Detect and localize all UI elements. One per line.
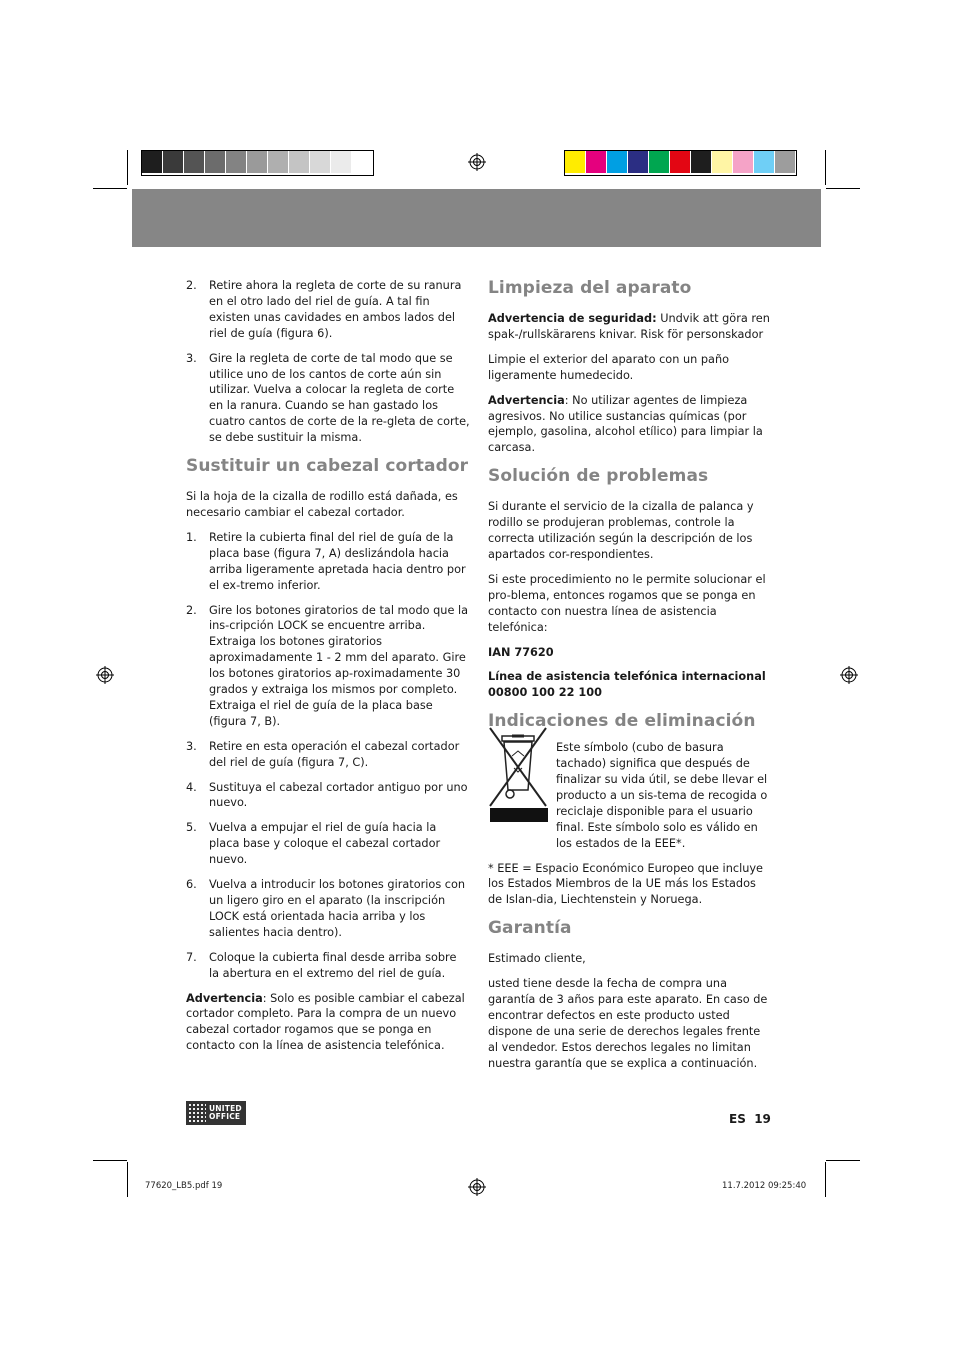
- registration-mark-icon: [840, 666, 858, 684]
- color-swatch: [268, 151, 289, 173]
- color-swatch: [733, 151, 754, 173]
- crop-mark: [825, 150, 826, 185]
- color-swatch: [310, 151, 331, 173]
- list-item: 5. Vuelva a empujar el riel de guía hacia la placa base y coloque el cabezal cortador nuevo.: [186, 821, 441, 867]
- warning-paragraph: Advertencia: No utilizar agentes de limpieza agresivos. No utilice sustancias químicas (por ejemplo, gasolina, alcohol etílico) para limpiar la carcasa.: [488, 393, 763, 455]
- paragraph: Si este procedimiento no le permite solucionar el pro-blema, entonces rogamos que se ponga en contacto con nuestra línea de asistencia telefónica:: [488, 572, 766, 634]
- color-swatch: [775, 151, 796, 173]
- paragraph: usted tiene desde la fecha de compra una garantía de 3 años para este aparato. En caso de encontrar defectos en este producto usted dispone de una serie de derechos legales frente al vendedor. Estos derechos legales no limitan nuestra garantía que se explica a continuación.: [488, 977, 768, 1070]
- heading-limpieza: Limpieza del aparato: [488, 278, 692, 298]
- header-bar: [132, 189, 821, 247]
- slug-timestamp: 11.7.2012 09:25:40: [722, 1181, 807, 1191]
- heading-garantia: Garantía: [488, 918, 572, 939]
- color-swatch: [754, 151, 775, 173]
- steps-top: [186, 278, 470, 446]
- color-swatch: [586, 151, 607, 173]
- list-item: 4. Sustituya el cabezal cortador antiguo por uno nuevo.: [186, 780, 468, 810]
- paragraph: Limpie el exterior del aparato con un paño ligeramente humedecido.: [488, 352, 730, 382]
- list-item: 3. Gire la regleta de corte de tal modo que se utilice uno de los cantos de corte aún sin utilizar. Vuelva a colocar la regleta de corte en la ranura. Cuando se han gastado los cuatro cantos de corte de la re-gleta de corte, se debe sustituir la misma.: [186, 351, 470, 445]
- crossed-bin-icon: [488, 724, 548, 824]
- paragraph: Estimado cliente,: [488, 952, 586, 966]
- left-column: [186, 278, 470, 1063]
- grayscale-color-bar: [141, 150, 374, 176]
- color-swatch: [712, 151, 733, 173]
- color-swatch: [226, 151, 247, 173]
- registration-mark-icon: [468, 1178, 486, 1196]
- color-swatch: [565, 151, 586, 173]
- crop-mark: [127, 150, 128, 185]
- paragraph-eee: * EEE = Espacio Económico Europeo que incluye los Estados Miembros de la UE más los Estados de Islan-dia, Liechtenstein y Noruega.: [488, 861, 764, 907]
- crop-mark: [826, 1160, 860, 1161]
- list-item: 3. Retire en esta operación el cabezal cortador del riel de guía (figura 7, C).: [186, 739, 460, 769]
- color-swatch: [331, 151, 352, 173]
- hotline: Línea de asistencia telefónica internacional 00800 100 22 100: [488, 670, 766, 700]
- heading-solucion: Solución de problemas: [488, 466, 709, 487]
- ian-number: IAN 77620: [488, 645, 554, 659]
- warning-paragraph: Advertencia: Solo es posible cambiar el cabezal cortador completo. Para la compra de un nuevo cabezal cortador rogamos que se ponga en contacto con la línea de asistencia telefónica.: [186, 991, 465, 1053]
- color-swatch: [205, 151, 226, 173]
- list-item: 2. Retire ahora la regleta de corte de su ranura en el otro lado del riel de guía. A tal fin existen unas cavidades en ambos lados del riel de guía (figura 6).: [186, 279, 462, 340]
- crop-mark: [93, 1160, 127, 1161]
- heading-eliminacion: Indicaciones de eliminación: [488, 711, 756, 732]
- steps-cabezal: [186, 530, 470, 982]
- united-office-logo: UNITED OFFICE: [186, 1101, 246, 1125]
- crop-mark: [93, 188, 127, 189]
- cmyk-color-bar: [564, 150, 797, 176]
- slug-filename: 77620_LB5.pdf 19: [145, 1181, 223, 1191]
- color-swatch: [289, 151, 310, 173]
- crop-mark: [825, 1162, 826, 1197]
- registration-mark-icon: [96, 666, 114, 684]
- color-swatch: [649, 151, 670, 173]
- heading-sustituir-cabezal: Sustituir un cabezal cortador: [186, 456, 469, 477]
- page-number: ES 19: [729, 1112, 771, 1126]
- color-swatch: [184, 151, 205, 173]
- color-swatch: [163, 151, 184, 173]
- logo-dot-grid: [188, 1103, 206, 1123]
- color-swatch: [142, 151, 163, 173]
- right-column: [488, 277, 772, 1081]
- list-item: 7. Coloque la cubierta final desde arriba sobre la abertura en el extremo del riel de guía.: [186, 950, 457, 980]
- crop-mark: [826, 188, 860, 189]
- paragraph: Si la hoja de la cizalla de rodillo está dañada, es necesario cambiar el cabezal cortador.: [186, 490, 458, 519]
- registration-mark-icon: [468, 153, 486, 171]
- safety-warning: Advertencia de seguridad: Undvik att göra ren spak-/rullskärarens knivar. Risk för personskador: [488, 312, 770, 341]
- color-swatch: [607, 151, 628, 173]
- list-item: 2. Gire los botones giratorios de tal modo que la ins-cripción LOCK se encuentre arriba. Extraiga los botones giratorios aproximadamente 1 - 2 mm del aparato. Gire los botones giratorios ap-roximadamente 30 grados y extraiga los mismos por completo. Extraiga el riel de guía de la placa base (figura 7, B).: [186, 603, 469, 728]
- color-swatch: [691, 151, 712, 173]
- paragraph-simbolo: Este símbolo (cubo de basura tachado) significa que después de finalizar su vida útil, se debe llevar el producto a un sis-tema de recogida o reciclaje disponible para el usuario final. Este símbolo solo es válido en los estados de la EEE*.: [556, 741, 768, 850]
- paragraph: Si durante el servicio de la cizalla de palanca y rodillo se produjeran problemas, controle la correcta utilización según la descripción de los apartados cor-respondientes.: [488, 500, 754, 561]
- list-item: 1. Retire la cubierta final del riel de guía de la placa base (figura 7, A) deslizándola hacia arriba ligeramente apretada hacia dentro por el ex-tremo inferior.: [186, 530, 466, 592]
- color-swatch: [247, 151, 268, 173]
- crop-mark: [127, 1162, 128, 1197]
- color-swatch: [670, 151, 691, 173]
- color-swatch: [628, 151, 649, 173]
- list-item: 6. Vuelva a introducir los botones giratorios con un ligero giro en el aparato (la inscripción LOCK está orientada hacia arriba y los salientes hacia dentro).: [186, 878, 466, 939]
- color-swatch: [352, 151, 373, 173]
